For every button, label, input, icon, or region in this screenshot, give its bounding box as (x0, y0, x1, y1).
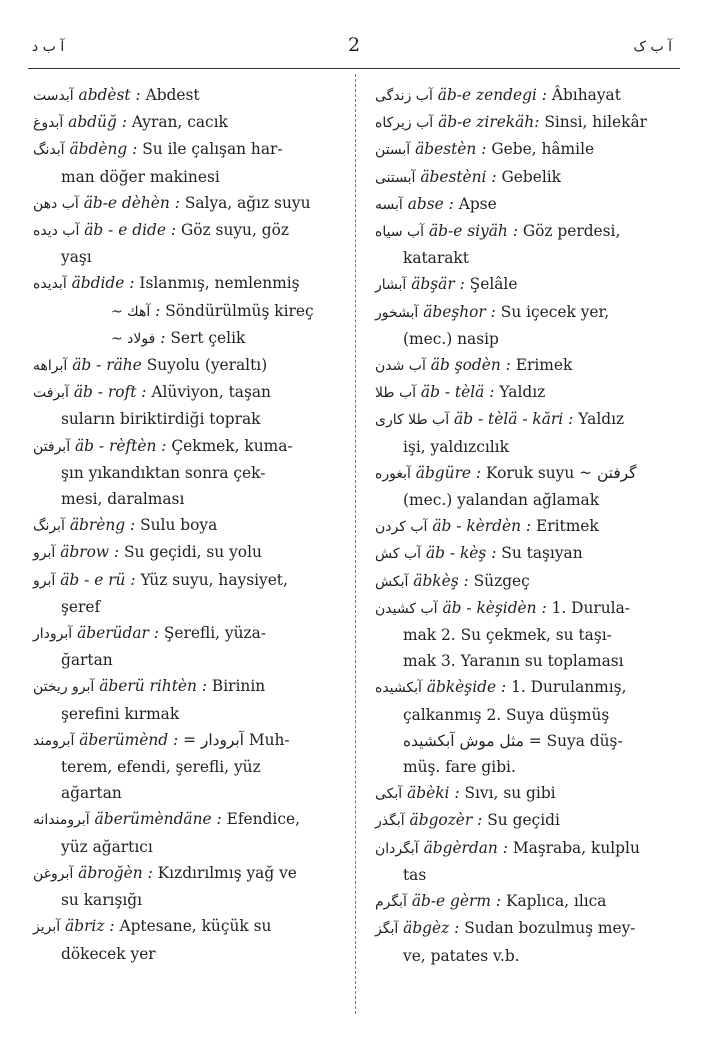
transliteration: äb şodèn : (430, 356, 511, 375)
definition-continuation: ve, patates v.b. (403, 946, 520, 965)
transliteration: äberüdar : (77, 624, 159, 643)
persian-headword: آبکی (375, 786, 403, 803)
definition-continuation: katarakt (403, 249, 469, 268)
dictionary-entry (375, 191, 675, 218)
definition: Su geçidi (487, 811, 560, 830)
definition: Şelâle (469, 275, 518, 294)
persian-headword: آبدست (33, 88, 74, 104)
definition: Göz perdesi, (522, 222, 621, 241)
dictionary-entry (375, 406, 675, 459)
dictionary-entry (375, 835, 675, 888)
transliteration: äb-e gèrm : (411, 892, 502, 911)
definition: Salya, ağız suyu (184, 193, 311, 212)
persian-headword: آب دهن (33, 195, 79, 212)
transliteration: abdèst : (78, 86, 141, 104)
dictionary-entry (375, 164, 675, 191)
persian-headword: آبرو ریختن (33, 679, 95, 696)
transliteration: äb-e zirekäh: (438, 113, 540, 132)
persian-headword: آب کش (375, 546, 422, 563)
transliteration: äb - e rü : (60, 570, 136, 589)
definition: Âbıhayat (551, 86, 621, 104)
definition: Kızdırılmış yağ ve (157, 863, 297, 882)
persian-headword: آبگردان (375, 840, 419, 857)
dictionary-entry (375, 299, 675, 352)
definition: Apse (458, 194, 497, 213)
persian-headword: آبراهه (33, 358, 68, 375)
dictionary-entry (33, 727, 351, 807)
definition: Suyolu (yeraltı) (146, 356, 268, 375)
persian-headword: آب شدن (375, 358, 426, 375)
definition: Aptesane, küçük su (119, 917, 272, 936)
dictionary-entry (375, 109, 675, 136)
dictionary-entry (33, 620, 351, 673)
dictionary-entry (33, 325, 351, 352)
transliteration: äb - tèlä : (420, 383, 495, 402)
dictionary-entry (33, 379, 351, 432)
dictionary-entry (375, 218, 675, 271)
dictionary-entry (33, 913, 351, 966)
transliteration: äberümènd : (79, 730, 179, 749)
persian-headword: آبرودار (33, 626, 73, 643)
transliteration: äbgèz : (403, 919, 460, 938)
dictionary-entry (33, 512, 351, 539)
dictionary-entry (33, 217, 351, 270)
transliteration: abse : (407, 194, 454, 213)
definition: Şerefli, yüza- (163, 624, 267, 643)
definition-continuation: ağartan (61, 784, 122, 803)
transliteration: äb-e siyäh : (428, 222, 518, 241)
transliteration: äb - kèş : (425, 544, 497, 563)
transliteration: äbestèn : (415, 140, 487, 159)
definition: Gebelik (501, 167, 562, 186)
transliteration: äbestèni : (420, 167, 497, 186)
left-column (33, 82, 351, 967)
column-divider (355, 74, 356, 1014)
transliteration: äberümèndäne : (94, 810, 222, 829)
definition: Süzgeç (473, 571, 530, 590)
transliteration: äbdèng : (69, 140, 138, 159)
persian-headword: آبستنی (375, 169, 416, 186)
definition: Su geçidi, su yolu (124, 543, 262, 562)
definition-continuation: yüz ağartıcı (61, 837, 153, 856)
dictionary-entry (33, 109, 351, 136)
definition: Ayran, cacık (131, 113, 228, 132)
definition-continuation: şerefini kırmak (61, 704, 180, 723)
persian-headword: آب کشیدن (375, 600, 438, 617)
persian-headword: آبرو (33, 545, 56, 562)
persian-headword: آبستن (375, 142, 411, 159)
dictionary-entry (33, 539, 351, 566)
transliteration: äb-e dèhèn : (83, 193, 180, 212)
transliteration: abdüğ : (68, 113, 127, 132)
transliteration: äbroğèn : (78, 863, 153, 882)
transliteration: äb - tèlä - kări : (454, 410, 574, 429)
dictionary-entry (33, 352, 351, 379)
persian-headword: آبشخور (375, 304, 419, 321)
transliteration: äbrèng : (69, 516, 136, 535)
definition: Göz suyu, göz (180, 221, 289, 240)
definition: Kaplıca, ılıca (505, 892, 607, 911)
definition-continuation: ğartan (61, 651, 113, 670)
definition-continuation: terem, efendi, şerefli, yüz (61, 758, 261, 777)
definition: Yaldız (578, 410, 625, 429)
persian-headword: آبکش (375, 573, 409, 590)
definition-continuation: çalkanmış 2. Suya düşmüş (403, 705, 610, 724)
dictionary-entry (375, 271, 675, 298)
header-rule (28, 68, 680, 69)
dictionary-entry (375, 82, 675, 109)
persian-headword: آبگذر (375, 813, 405, 830)
dictionary-entry (375, 540, 675, 567)
definition: Sert çelik (170, 328, 246, 347)
dictionary-entry (375, 674, 675, 780)
persian-headword: آبرومندانه (33, 812, 90, 829)
definition: Birinin (211, 677, 266, 696)
transliteration: äbgüre : (415, 463, 482, 482)
transliteration: äb - kèşidèn : (442, 598, 547, 617)
definition: Sudan bozulmuş mey- (464, 919, 636, 938)
definition: Yüz suyu, haysiyet, (140, 570, 288, 589)
definition: Maşraba, kulplu (512, 838, 640, 857)
definition: Söndürülmüş kireç (165, 301, 314, 320)
transliteration: äbşär : (411, 275, 465, 294)
definition: Eritmek (536, 517, 599, 536)
persian-headword: آبکشیده (375, 680, 422, 697)
dictionary-entry (375, 807, 675, 834)
dictionary-entry (33, 190, 351, 217)
persian-headword: آب سیاه (375, 224, 425, 241)
dictionary-entry (375, 379, 675, 406)
definition-continuation: şın yıkandıktan sonra çek- (61, 463, 266, 482)
transliteration: äb - e dide : (84, 221, 177, 240)
definition: Erimek (515, 356, 573, 375)
definition: Su taşıyan (501, 544, 583, 563)
dictionary-entry (33, 270, 351, 297)
definition-continuation: mak 2. Su çekmek, su taşı- (403, 626, 612, 645)
transliteration: äb - rähe (72, 356, 142, 375)
transliteration: äb - roft : (73, 383, 147, 402)
persian-headword: آب زندگی (375, 88, 433, 104)
persian-headword: آبرفتن (33, 438, 71, 455)
transliteration: : (155, 301, 161, 320)
persian-headword: آبسه (375, 196, 403, 213)
dictionary-entry (375, 513, 675, 540)
definition: Sulu boya (140, 516, 218, 535)
transliteration: äberü rihtèn : (99, 677, 207, 696)
definition: Islanmış, nemlenmiş (139, 274, 300, 293)
persian-headword: آبگرم (375, 894, 407, 911)
persian-headword: آب طلا (375, 385, 417, 402)
dictionary-entry (33, 806, 351, 859)
transliteration: äb - kèrdèn : (432, 517, 532, 536)
definition: Çekmek, kuma- (171, 436, 293, 455)
dictionary-entry (33, 136, 351, 189)
definition-continuation: (mec.) nasip (403, 329, 499, 348)
persian-headword: آبدنگ (33, 142, 65, 159)
right-column (375, 82, 675, 969)
definition: Su içecek yer, (500, 302, 610, 321)
persian-headword: آب زیرکاه (375, 115, 434, 132)
persian-headword: آبدیده (33, 276, 67, 293)
dictionary-entry (375, 915, 675, 968)
definition-continuation: (mec.) yalandan ağlamak (403, 491, 600, 510)
definition-continuation: tas (403, 865, 427, 884)
definition-continuation: مثل موش آبکشیده = Suya düş- (403, 731, 623, 750)
definition: Sinsi, hilekâr (544, 113, 648, 132)
dictionary-entry (33, 567, 351, 620)
definition-continuation: dökecek yer (61, 944, 156, 963)
definition: Alüviyon, taşan (151, 383, 271, 402)
dictionary-entry (375, 460, 675, 513)
persian-headword: آهك ~ (111, 303, 151, 320)
definition-continuation: mak 3. Yaranın su toplaması (403, 652, 624, 671)
persian-headword: آب دیده (33, 223, 80, 240)
persian-headword: آبغوره (375, 465, 411, 482)
transliteration: äb-e zendegi : (437, 86, 547, 104)
dictionary-entry (375, 136, 675, 163)
definition: Koruk suyu ~ گرفتن (486, 463, 637, 482)
transliteration: äbgèrdan : (423, 838, 508, 857)
definition: Abdest (145, 86, 200, 104)
definition: Su ile çalışan har- (142, 140, 283, 159)
transliteration: äb - rèftèn : (75, 436, 167, 455)
persian-headword: آب کردن (375, 519, 428, 536)
persian-headword: آبدوغ (33, 115, 64, 132)
transliteration: äbkèşide : (426, 678, 507, 697)
definition-continuation: yaşı (61, 248, 92, 267)
transliteration: äbeşhor : (423, 302, 496, 321)
transliteration: : (160, 328, 166, 347)
definition: Sıvı, su gibi (464, 784, 556, 803)
transliteration: äbrow : (60, 543, 120, 562)
dictionary-entry (375, 888, 675, 915)
definition: Gebe, hâmile (491, 140, 595, 159)
persian-headword: آبرنگ (33, 518, 65, 535)
definition: 1. Durula- (551, 598, 630, 617)
persian-headword: آبرفت (33, 385, 69, 402)
transliteration: äbdide : (71, 274, 135, 293)
persian-headword: آبرو (33, 572, 56, 589)
dictionary-entry (33, 673, 351, 726)
definition: = آبرودار Muh- (183, 730, 290, 749)
header-left-letters: آ ب د (32, 39, 65, 55)
definition-continuation: mesi, daralması (61, 490, 185, 509)
dictionary-entry (33, 433, 351, 513)
persian-headword: فولاد ~ (111, 330, 156, 347)
persian-headword: آبروغن (33, 865, 74, 882)
header-right-letters: آ ب ک (633, 39, 672, 55)
dictionary-entry (33, 298, 351, 325)
definition-continuation: şeref (61, 597, 101, 616)
definition: Yaldız (499, 383, 546, 402)
definition: 1. Durulanmış, (511, 678, 627, 697)
definition-continuation: müş. fare gibi. (403, 758, 516, 777)
transliteration: äbgozèr : (409, 811, 483, 830)
dictionary-entry (375, 568, 675, 595)
definition: Efendice, (226, 810, 300, 829)
transliteration: äbkèş : (413, 571, 469, 590)
definition-continuation: işi, yaldızcılık (403, 437, 509, 456)
dictionary-entry (33, 860, 351, 913)
persian-headword: آب طلا کاری (375, 412, 450, 429)
definition-continuation: suların biriktirdiği toprak (61, 410, 261, 429)
definition-continuation: su karışığı (61, 891, 143, 910)
transliteration: äbèki : (407, 784, 460, 803)
page-number: 2 (348, 34, 361, 56)
dictionary-entry (33, 82, 351, 109)
transliteration: äbriz : (65, 917, 115, 936)
dictionary-entry (375, 780, 675, 807)
persian-headword: آبرومند (33, 732, 75, 749)
dictionary-entry (375, 595, 675, 675)
definition-continuation: man döğer makinesi (61, 167, 220, 186)
dictionary-entry (375, 352, 675, 379)
persian-headword: آبگز (375, 921, 399, 938)
persian-headword: آبریز (33, 919, 61, 936)
persian-headword: آبشار (375, 277, 407, 294)
